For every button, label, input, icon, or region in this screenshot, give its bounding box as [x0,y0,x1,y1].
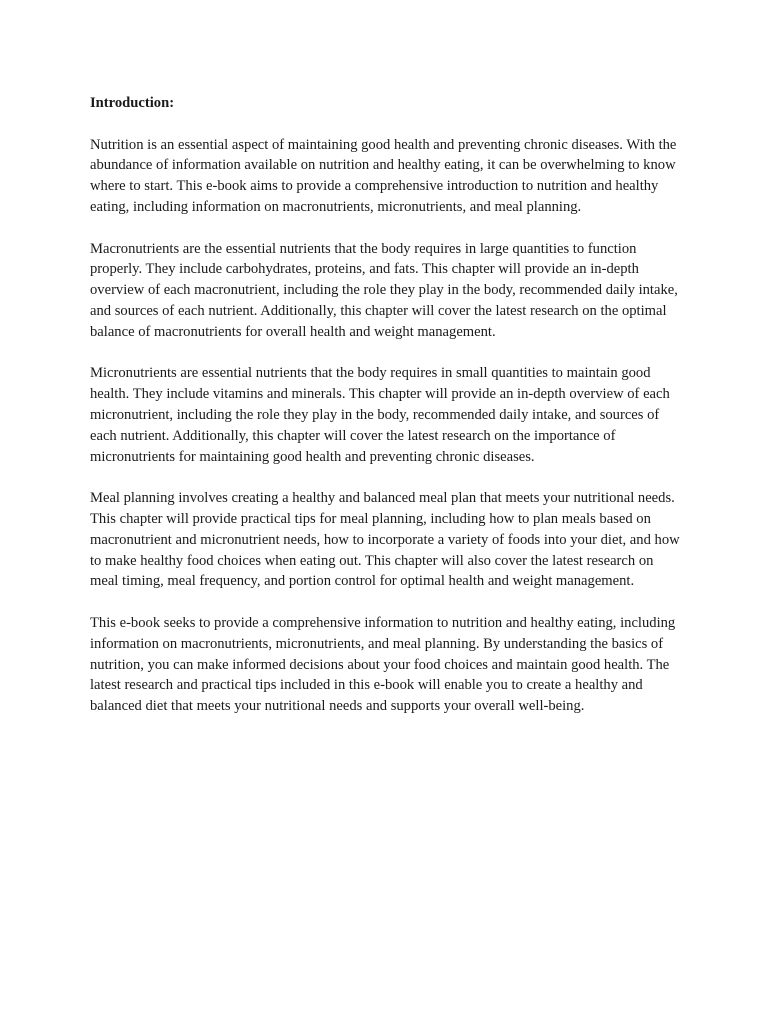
paragraph-conclusion: This e-book seeks to provide a comprehensive information to nutrition and healthy eating, including information on macronutrients, micronutrients, and meal planning. By understanding the basics of nutrition, you can make informed decisions about your food choices and maintain good health. The latest research and practical tips included in this e-book will enable you to create a healthy and balanced diet that meets your nutritional needs and supports your overall well-being. [90,614,676,715]
paragraph-micronutrients: Micronutrients are essential nutrients that the body requires in small quantities to maintain good health. They include vitamins and minerals. This chapter will provide an in-depth overview of each micronutrient, including the role they play in the body, recommended daily intake, and sources of each nutrient. Additionally, this chapter will cover the latest research on the importance of micronutrients for maintaining good health and preventing chronic diseases. [90,365,670,465]
paragraph-macronutrients: Macronutrients are the essential nutrients that the body requires in large quantities to function properly. They include carbohydrates, proteins, and fats. This chapter will provide an in-depth overview of each macronutrient, including the role they play in the body, recommended daily intake, and sources of each nutrient. Additionally, this chapter will cover the latest research on the optimal balance of macronutrients for overall health and weight management. [90,240,678,340]
section-heading: Introduction: [90,95,175,111]
paragraph-meal-planning: Meal planning involves creating a healthy and balanced meal plan that meets your nutritional needs. This chapter will provide practical tips for meal planning, including how to plan meals based on macronutrient and micronutrient needs, how to incorporate a variety of foods into your diet, and how to make healthy food choices when eating out. This chapter will also cover the latest research on meal timing, meal frequency, and portion control for optimal health and weight management. [90,490,680,590]
paragraph-intro: Nutrition is an essential aspect of maintaining good health and preventing chronic diseases. With the abundance of information available on nutrition and healthy eating, it can be overwhelming to know where to start. This e-book aims to provide a comprehensive introduction to nutrition and healthy eating, including information on macronutrients, micronutrients, and meal planning. [90,136,677,215]
document-body [90,93,680,738]
